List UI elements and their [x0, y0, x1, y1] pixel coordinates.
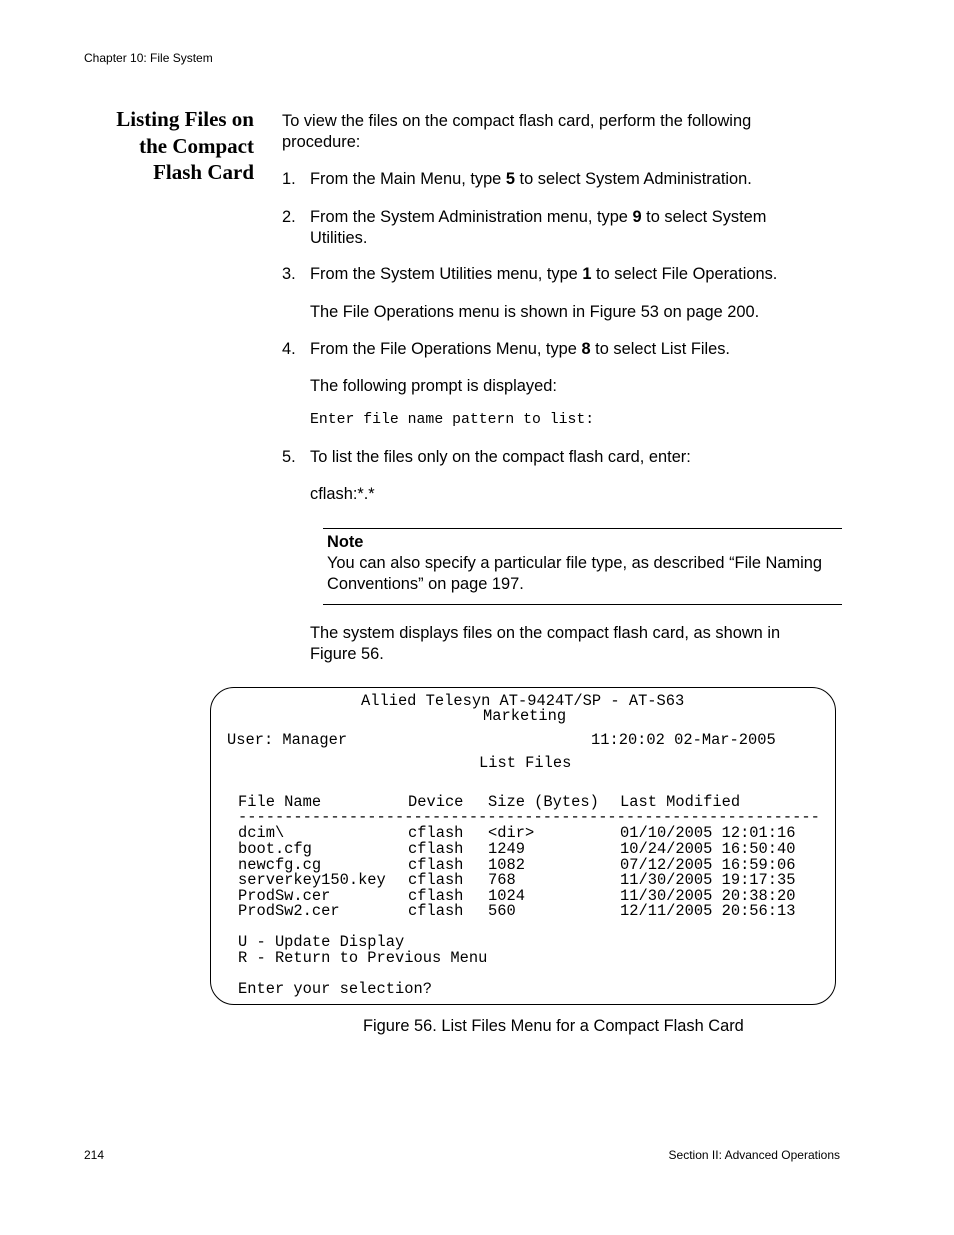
- section-title: [60, 106, 254, 186]
- file-device: cflash: [408, 856, 464, 874]
- file-size: 560: [488, 902, 516, 920]
- file-name: boot.cfg: [238, 840, 312, 858]
- step-4: From the File Operations Menu, type 8 to select List Files.: [310, 340, 730, 358]
- column-header-size: Size (Bytes): [488, 793, 599, 811]
- file-name: dcim\: [238, 824, 285, 842]
- terminal-user: User: Manager: [227, 731, 348, 749]
- chapter-header: Chapter 10: File System: [84, 51, 213, 65]
- step-number: 2.: [282, 208, 296, 226]
- terminal-screen: [210, 687, 836, 1005]
- file-modified: 07/12/2005 16:59:06: [620, 856, 796, 874]
- file-device: cflash: [408, 887, 464, 905]
- file-modified: 10/24/2005 16:50:40: [620, 840, 796, 858]
- file-modified: 11/30/2005 19:17:35: [620, 871, 796, 889]
- file-device: cflash: [408, 824, 464, 842]
- step-key: 1: [582, 265, 592, 283]
- column-header-device: Device: [408, 793, 464, 811]
- step-key: 9: [632, 208, 642, 226]
- menu-option-update: U - Update Display: [238, 933, 405, 951]
- note-title: Note: [327, 533, 364, 551]
- terminal-subtitle: Marketing: [483, 707, 567, 725]
- file-name: ProdSw.cer: [238, 887, 331, 905]
- file-device: cflash: [408, 902, 464, 920]
- file-device: cflash: [408, 871, 464, 889]
- file-device: cflash: [408, 840, 464, 858]
- column-header-modified: Last Modified: [620, 793, 741, 811]
- step-3: From the System Utilities menu, type 1 to select File Operations.: [310, 265, 778, 283]
- terminal-separator: ---------------------------------------------------------------: [238, 808, 820, 826]
- prompt-intro: The following prompt is displayed:: [310, 377, 557, 395]
- file-modified: 11/30/2005 20:38:20: [620, 887, 796, 905]
- file-size: 1024: [488, 887, 525, 905]
- intro-paragraph: To view the files on the compact flash card, perform the following procedure:: [282, 112, 752, 151]
- terminal-prompt: Enter your selection?: [238, 980, 432, 998]
- section-title-line: Listing Files on: [116, 107, 254, 131]
- step-5: To list the files only on the compact flash card, enter:: [310, 448, 691, 466]
- column-header-name: File Name: [238, 793, 322, 811]
- file-size: 768: [488, 871, 516, 889]
- section-footer: Section II: Advanced Operations: [668, 1148, 840, 1162]
- step-key: 8: [581, 340, 591, 358]
- figure-caption: Figure 56. List Files Menu for a Compact Flash Card: [363, 1017, 744, 1035]
- step-5-value: cflash:*.*: [310, 485, 375, 503]
- file-name: ProdSw2.cer: [238, 902, 340, 920]
- note-box: [323, 528, 842, 605]
- step-number: 3.: [282, 265, 296, 283]
- step-number: 5.: [282, 448, 296, 466]
- file-size: 1249: [488, 840, 525, 858]
- file-name: newcfg.cg: [238, 856, 322, 874]
- after-note-paragraph: The system displays files on the compact flash card, as shown in Figure 56.: [310, 624, 781, 663]
- page-number: 214: [84, 1148, 105, 1162]
- step-number: 4.: [282, 340, 296, 358]
- section-title-line: Flash Card: [153, 160, 254, 184]
- terminal-screen-name: List Files: [479, 754, 572, 772]
- file-size: <dir>: [488, 824, 535, 842]
- step-3-note: The File Operations menu is shown in Figure 53 on page 200.: [310, 303, 760, 321]
- file-size: 1082: [488, 856, 525, 874]
- step-1: From the Main Menu, type 5 to select System Administration.: [310, 170, 752, 188]
- note-body: You can also specify a particular file type, as described “File Naming Conventions” on page 197.: [327, 554, 822, 593]
- menu-option-return: R - Return to Previous Menu: [238, 949, 488, 967]
- terminal-datetime: 11:20:02 02-Mar-2005: [591, 731, 776, 749]
- file-modified: 12/11/2005 20:56:13: [620, 902, 796, 920]
- terminal-title: Allied Telesyn AT-9424T/SP - AT-S63: [361, 692, 685, 710]
- file-name: serverkey150.key: [238, 871, 386, 889]
- file-modified: 01/10/2005 12:01:16: [620, 824, 796, 842]
- step-2: From the System Administration menu, type 9 to select System Utilities.: [310, 208, 767, 247]
- step-key: 5: [505, 170, 515, 188]
- step-number: 1.: [282, 170, 296, 188]
- section-title-line: the Compact: [139, 133, 254, 158]
- prompt-code: Enter file name pattern to list:: [310, 412, 595, 428]
